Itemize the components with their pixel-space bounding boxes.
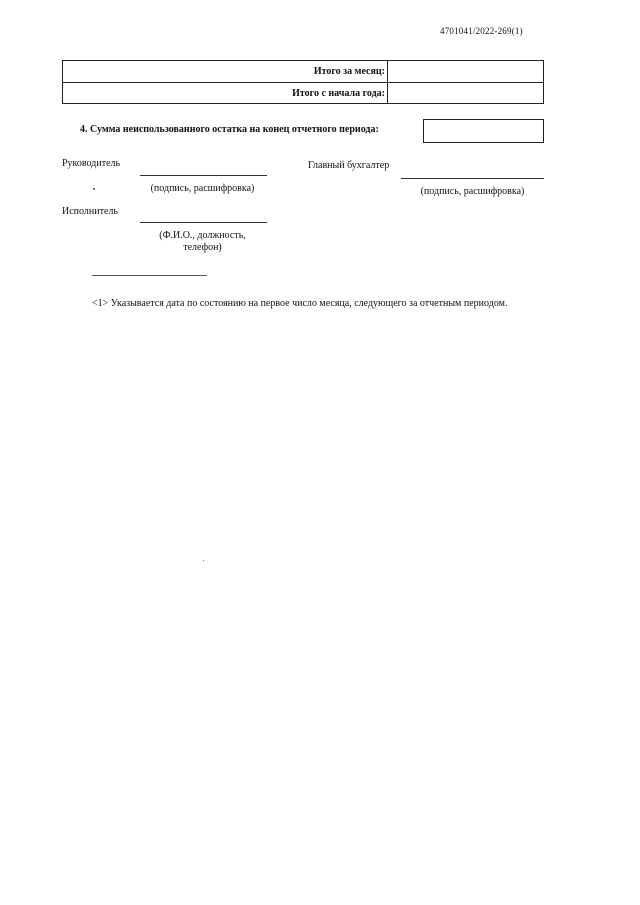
- totals-month-row: [63, 61, 543, 83]
- unused-balance-label: 4. Сумма неиспользованного остатка на конец отчетного периода:: [80, 124, 379, 135]
- manager-label: Руководитель: [62, 158, 121, 169]
- manager-signature-line[interactable]: [140, 175, 267, 176]
- scan-speck-lower: [203, 560, 204, 561]
- scan-speck: [93, 188, 95, 190]
- totals-year-row: [63, 83, 543, 104]
- executor-label: Исполнитель: [62, 206, 118, 217]
- document-number: 4701041/2022-269(1): [440, 26, 523, 36]
- chief-accountant-label: Главный бухгалтер: [308, 160, 390, 171]
- totals-month-label: Итого за месяц:: [313, 66, 385, 77]
- executor-signature-line[interactable]: [140, 222, 267, 223]
- chief-accountant-signature-line[interactable]: [401, 178, 544, 179]
- footnote-text: <1> Указывается дата по состоянию на первое число месяца, следующего за отчетным периодом.: [92, 298, 508, 309]
- executor-caption-line1: (Ф.И.О., должность,: [159, 230, 246, 241]
- totals-table: [62, 60, 544, 104]
- totals-year-value-cell[interactable]: [387, 83, 543, 104]
- executor-caption-line2: телефон): [183, 242, 222, 253]
- footnote-separator: [92, 275, 207, 276]
- manager-caption: (подпись, расшифровка): [150, 183, 255, 194]
- totals-month-value-cell[interactable]: [387, 61, 543, 82]
- unused-balance-value-box[interactable]: [423, 119, 544, 143]
- totals-year-label: Итого с начала года:: [292, 88, 385, 99]
- chief-accountant-caption: (подпись, расшифровка): [420, 186, 525, 197]
